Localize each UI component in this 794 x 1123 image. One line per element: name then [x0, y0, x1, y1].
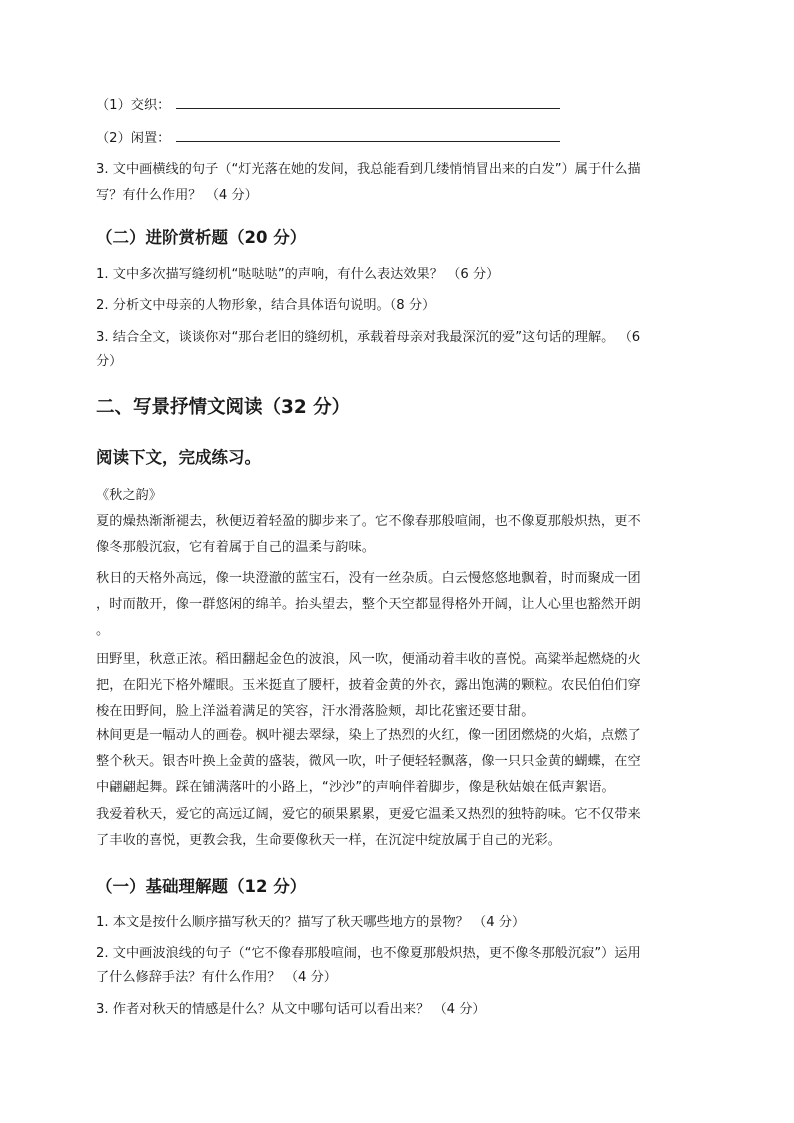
basic-question-2-line-2: 了什么修辞手法？有什么作用？ （4 分） — [96, 970, 337, 985]
advanced-question-3-line-1: 3. 结合全文，谈谈你对“那台老旧的缝纫机，承载着母亲对我最深沉的爱”这句话的理解。 （6 — [96, 330, 641, 345]
advanced-question-2: 2. 分析文中母亲的人物形象，结合具体语句说明。（8 分） — [96, 298, 436, 313]
basic-question-2-line-1: 2. 文中画波浪线的句子（“它不像春那般喧闹，也不像夏那般炽热，更不像冬那般沉寂”）运用 — [96, 946, 641, 961]
paragraph-line: 林间更是一幅动人的画卷。枫叶褪去翠绿，染上了热烈的火红，像一团团燃烧的火焰，点燃了 — [96, 728, 641, 743]
paragraph-line: 整个秋天。银杏叶换上金黄的盛装，微风一吹，叶子便轻轻飘落，像一只只金黄的蝴蝶，在空 — [96, 754, 641, 769]
paragraph-line: 。 — [96, 623, 110, 638]
advanced-question-1: 1. 文中多次描写缝纫机“哒哒哒”的声响，有什么表达效果？ （6 分） — [96, 267, 500, 282]
paragraph-line: 田野里，秋意正浓。稻田翻起金色的波浪，风一吹，便涌动着丰收的喜悦。高粱举起燃烧的火 — [96, 652, 641, 667]
paragraph-line: 梭在田野间，脸上洋溢着满足的笑容，汗水滑落脸颊，却比花蜜还要甘甜。 — [96, 704, 535, 719]
paragraph-line: 中翩翩起舞。踩在铺满落叶的小路上，“沙沙”的声响伴着脚步，像是秋姑娘在低声絮语。 — [96, 780, 615, 795]
paragraph-line: ，时而散开，像一群悠闲的绵羊。抬头望去，整个天空都显得格外开阔，让人心里也豁然开朗 — [96, 597, 641, 612]
part-two-heading: 二、写景抒情文阅读（32 分） — [96, 397, 351, 418]
section-basic-heading: （一）基础理解题（12 分） — [96, 877, 307, 896]
basic-question-3: 3. 作者对秋天的情感是什么？从文中哪句话可以看出来？ （4 分） — [96, 1002, 486, 1017]
paragraph-line: 我爱着秋天，爱它的高远辽阔，爱它的硕果累累，更爱它温柔又热烈的独特韵味。它不仅带来 — [96, 807, 641, 822]
paragraph-line: 把，在阳光下格外耀眼。玉米挺直了腰杆，披着金黄的外衣，露出饱满的颗粒。农民伯伯们穿 — [96, 678, 641, 693]
section-advanced-heading: （二）进阶赏析题（20 分） — [96, 228, 307, 247]
fill-item-1-blank[interactable] — [176, 108, 560, 109]
paragraph-3 — [96, 647, 641, 725]
paragraph-5 — [96, 802, 641, 854]
paragraph-line: 秋日的天格外高远，像一块澄澈的蓝宝石，没有一丝杂质。白云慢悠悠地飘着，时而聚成一团 — [96, 571, 641, 586]
paragraph-line: 像冬那般沉寂，它有着属于自己的温柔与韵味。 — [96, 540, 376, 555]
paragraph-2 — [96, 566, 641, 644]
question-3-line-1: 3. 文中画横线的句子（“灯光落在她的发间，我总能看到几缕悄悄冒出来的白发”）属于什么描 — [96, 162, 641, 177]
article-title: 《秋之韵》 — [96, 488, 162, 503]
reading-instruction: 阅读下文，完成练习。 — [96, 448, 261, 467]
paragraph-line: 了丰收的喜悦，更教会我，生命要像秋天一样，在沉淀中绽放属于自己的光彩。 — [96, 833, 562, 848]
fill-item-1-label: （1）交织： — [96, 98, 171, 113]
fill-item-2-blank[interactable] — [176, 141, 560, 142]
advanced-question-3-line-2: 分） — [96, 354, 123, 369]
paragraph-1 — [96, 509, 641, 561]
fill-item-2-label: （2）闲置： — [96, 131, 171, 146]
question-3-line-2: 写？有什么作用？ （4 分） — [96, 188, 258, 203]
basic-question-1: 1. 本文是按什么顺序描写秋天的？描写了秋天哪些地方的景物？ （4 分） — [96, 915, 526, 930]
paragraph-line: 夏的燥热渐渐褪去，秋便迈着轻盈的脚步来了。它不像春那般喧闹，也不像夏那般炽热，更不 — [96, 514, 641, 529]
paragraph-4 — [96, 723, 641, 801]
